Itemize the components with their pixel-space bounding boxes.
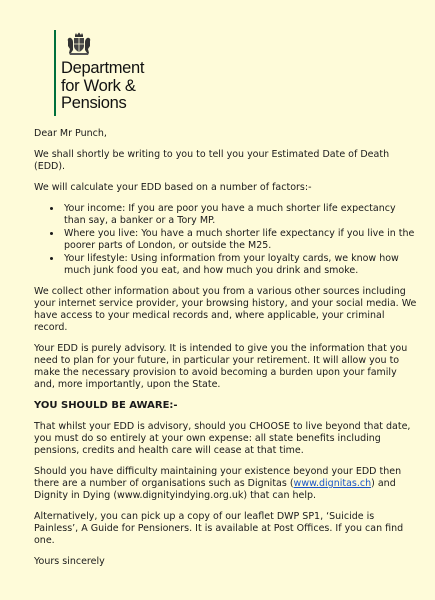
factor-income: • Your income: If you are poor you have a much shorter life expectancy than say, a banker or a Tory MP. xyxy=(62,203,418,227)
paragraph-data-collection: We collect other information about you from a various other sources including your internet service provider, your browsing history, and your social media. We have access to your medical records and, where applicable, your criminal record. xyxy=(34,286,417,333)
greeting: Dear Mr Punch, xyxy=(34,128,107,139)
paragraph-advisory: Your EDD is purely advisory. It is intended to give you the information that you need to plan for your future, in particular your retirement. It will allow you to make the necessary provision to avoid becoming a burden upon your family and, more importantly, upon the State. xyxy=(34,343,408,390)
warning-heading: YOU SHOULD BE AWARE:- xyxy=(34,400,178,411)
paragraph-leaflet: Alternatively, you can pick up a copy of our leaflet DWP SP1, ‘Suicide is Painless’, A Guide for Pensioners. It is available at Post Offices. If you can find one. xyxy=(34,511,404,546)
paragraph-factors: We will calculate your EDD based on a number of factors:- xyxy=(34,182,312,193)
paragraph-warning: That whilst your EDD is advisory, should you CHOOSE to live beyond that date, you must do so entirely at your own expense: all state benefits including pensions, credits and health care will cease at that time. xyxy=(34,421,411,456)
logo-green-bar xyxy=(54,30,56,116)
organisations-text-end: ) and Dignity in Dying (www.dignityindying.org.uk) that can help. xyxy=(34,478,396,501)
letter-body xyxy=(34,128,418,577)
factor-lifestyle: • Your lifestyle: Using information from your loyalty cards, we know how much junk food you eat, and how much you drink and smoke. xyxy=(62,253,418,277)
royal-crest-icon xyxy=(65,32,93,56)
sign-off: Yours sincerely xyxy=(34,556,105,567)
logo-content xyxy=(61,30,144,116)
department-name xyxy=(61,60,144,113)
organisations-text-start: Should you have difficulty maintaining your existence beyond your EDD then there are a number of organisations such as Dignitas ( xyxy=(34,466,402,489)
paragraph-intro: We shall shortly be writing to you to tell you your Estimated Date of Death (EDD). xyxy=(34,149,390,172)
factor-list xyxy=(34,203,418,277)
paragraph-organisations xyxy=(34,466,418,502)
department-name-line-1: Department xyxy=(61,59,145,77)
dwp-logo xyxy=(54,30,194,116)
dignitas-link[interactable]: www.dignitas.ch xyxy=(293,478,372,489)
department-name-line-3: Pensions xyxy=(61,94,127,112)
factor-location: • Where you live: You have a much shorter life expectancy if you live in the poorer parts of London, or outside the M25. xyxy=(62,228,418,252)
department-name-line-2: for Work & xyxy=(61,76,136,95)
